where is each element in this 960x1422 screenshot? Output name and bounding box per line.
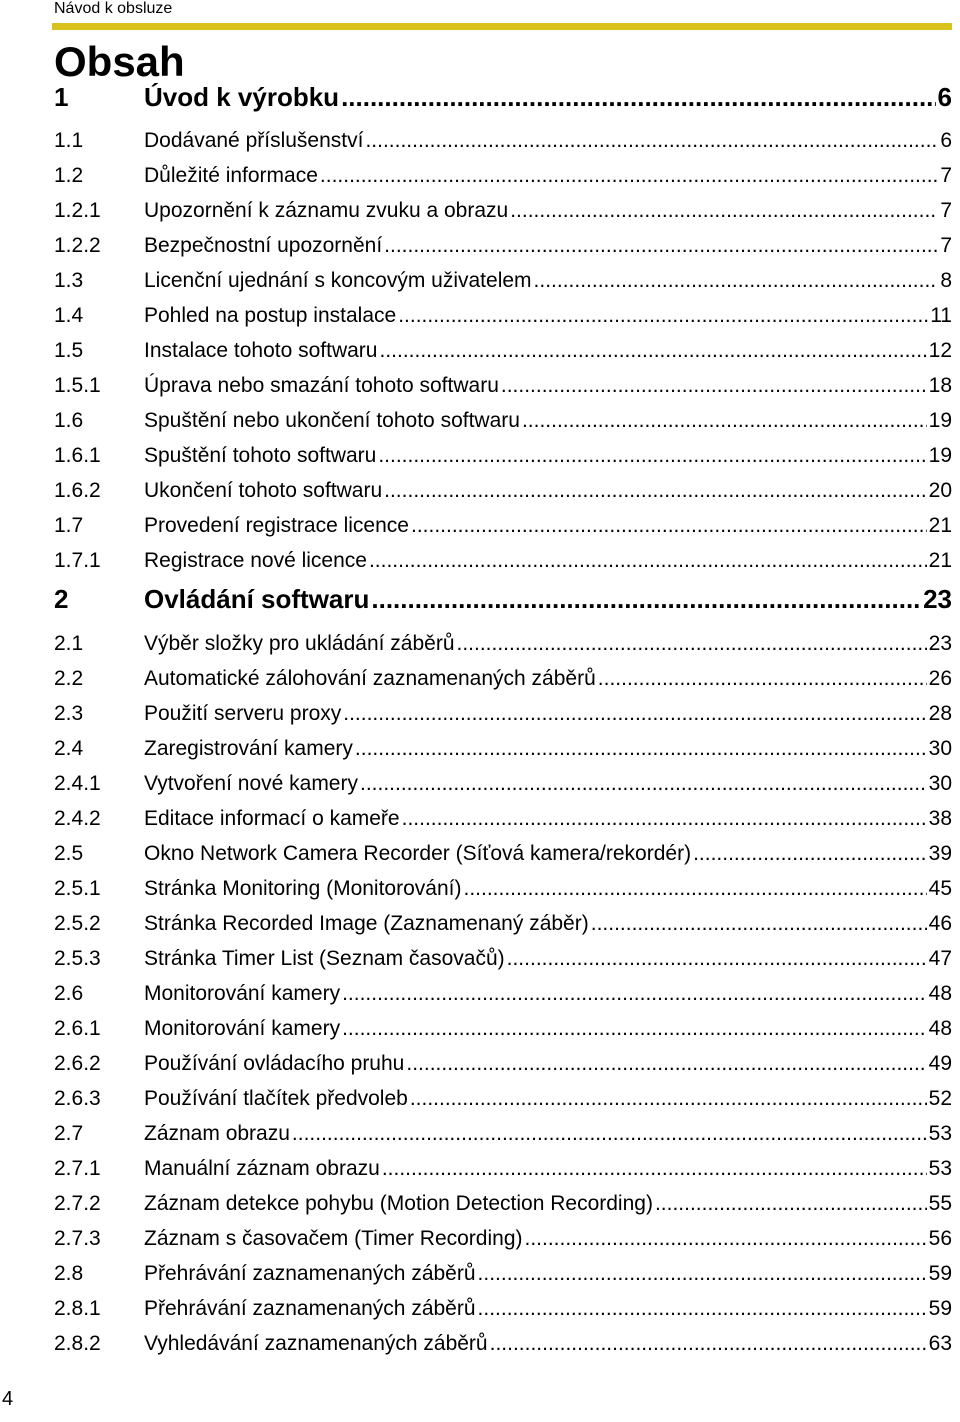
toc-entry-page: 52 xyxy=(928,1087,952,1110)
toc-entry[interactable] xyxy=(54,164,952,194)
toc-entry-page: 53 xyxy=(928,1157,952,1180)
header-rule xyxy=(52,23,952,30)
toc-entry-number: 1.1 xyxy=(54,129,84,152)
toc-entry-title: Registrace nové licence xyxy=(144,549,367,572)
toc-entry-number: 2.7 xyxy=(54,1122,84,1145)
toc-entry[interactable] xyxy=(54,1332,952,1362)
toc-entry-page: 39 xyxy=(928,842,952,865)
toc-entry-page: 19 xyxy=(928,409,952,432)
toc-entry-number: 1.3 xyxy=(54,269,84,292)
toc-entry-number: 2.5.3 xyxy=(54,947,101,970)
toc-dot-leader xyxy=(534,269,939,293)
toc-entry[interactable] xyxy=(54,842,952,872)
toc-entry-page: 6 xyxy=(940,129,952,152)
toc-entry[interactable] xyxy=(54,807,952,837)
toc-entry[interactable] xyxy=(54,304,952,334)
toc-entry-number: 1.5.1 xyxy=(54,374,101,397)
toc-entry-page: 19 xyxy=(928,444,952,467)
toc-dot-leader xyxy=(411,514,927,538)
toc-entry-page: 48 xyxy=(928,982,952,1005)
toc-entry-title: Výběr složky pro ukládání záběrů xyxy=(144,632,455,655)
toc-dot-leader xyxy=(384,234,938,258)
toc-dot-leader xyxy=(320,164,938,188)
toc-entry-number: 2.3 xyxy=(54,702,84,725)
toc-entry-title: Stránka Timer List (Seznam časovačů) xyxy=(144,947,505,970)
toc-entry[interactable] xyxy=(54,444,952,474)
toc-entry[interactable] xyxy=(54,549,952,579)
toc-entry-number: 2.6 xyxy=(54,982,84,1005)
toc-entry[interactable] xyxy=(54,374,952,404)
toc-entry-page: 18 xyxy=(928,374,952,397)
toc-dot-leader xyxy=(378,444,926,468)
toc-entry-number: 2.5.1 xyxy=(54,877,101,900)
toc-dot-leader xyxy=(490,1332,927,1356)
toc-entry-number: 1.2.1 xyxy=(54,199,101,222)
toc-entry-page: 55 xyxy=(928,1192,952,1215)
toc-entry-page: 21 xyxy=(928,514,952,537)
toc-dot-leader xyxy=(292,1122,927,1146)
toc-dot-leader xyxy=(343,702,926,726)
toc-entry-number: 2.6.1 xyxy=(54,1017,101,1040)
toc-entry-page: 21 xyxy=(928,549,952,572)
toc-entry-title: Manuální záznam obrazu xyxy=(144,1157,380,1180)
toc-entry-title: Pohled na postup instalace xyxy=(144,304,397,327)
toc-dot-leader xyxy=(478,1262,927,1286)
toc-entry-title: Záznam detekce pohybu (Motion Detection Recording) xyxy=(144,1192,653,1215)
toc-dot-leader xyxy=(355,737,927,761)
toc-entry-title: Monitorování kamery xyxy=(144,982,341,1005)
toc-dot-leader xyxy=(501,374,927,398)
toc-entry[interactable] xyxy=(54,129,952,159)
toc-entry-title: Upozornění k záznamu zvuku a obrazu xyxy=(144,199,509,222)
toc-entry-title: Stránka Monitoring (Monitorování) xyxy=(144,877,462,900)
toc-entry-title: Ukončení tohoto softwaru xyxy=(144,479,383,502)
toc-entry-page: 7 xyxy=(940,199,952,222)
toc-entry[interactable] xyxy=(54,1122,952,1152)
toc-entry-title: Okno Network Camera Recorder (Síťová kamera/rekordér) xyxy=(144,842,692,865)
toc-dot-leader xyxy=(463,877,926,901)
toc-dot-leader xyxy=(410,1087,927,1111)
toc-entry-page: 12 xyxy=(928,339,952,362)
toc-entry[interactable] xyxy=(54,234,952,264)
toc-entry-number: 1.5 xyxy=(54,339,84,362)
toc-entry-title: Přehrávání zaznamenaných záběrů xyxy=(144,1297,476,1320)
toc-entry-page: 30 xyxy=(928,772,952,795)
toc-dot-leader xyxy=(406,1052,926,1076)
toc-entry[interactable] xyxy=(54,877,952,907)
toc-dot-leader xyxy=(525,1227,927,1251)
toc-entry[interactable] xyxy=(54,772,952,802)
toc-entry-number: 2.7.2 xyxy=(54,1192,101,1215)
toc-entry[interactable] xyxy=(54,947,952,977)
toc-entry-title: Dodávané příslušenství xyxy=(144,129,364,152)
toc-entry-number: 1.4 xyxy=(54,304,84,327)
toc-entry-page: 46 xyxy=(928,912,952,935)
toc-entry-title: Vytvoření nové kamery xyxy=(144,772,358,795)
toc-entry-number: 1.6.2 xyxy=(54,479,101,502)
toc-entry-page: 30 xyxy=(928,737,952,760)
toc-chapter-entry[interactable] xyxy=(54,584,952,620)
toc-dot-leader xyxy=(371,584,921,615)
toc-entry-title: Spuštění nebo ukončení tohoto softwaru xyxy=(144,409,520,432)
toc-dot-leader xyxy=(342,1017,927,1041)
toc-entry-page: 8 xyxy=(940,269,952,292)
toc-dot-leader xyxy=(398,304,928,328)
toc-entry-title: Použití serveru proxy xyxy=(144,702,342,725)
toc-dot-leader xyxy=(478,1297,927,1321)
toc-entry-title: Úprava nebo smazání tohoto softwaru xyxy=(144,374,499,397)
toc-entry-title: Bezpečnostní upozornění xyxy=(144,234,383,257)
toc-entry-number: 1.6 xyxy=(54,409,84,432)
toc-entry-page: 59 xyxy=(928,1297,952,1320)
toc-entry-page: 23 xyxy=(923,584,952,614)
toc-entry[interactable] xyxy=(54,1227,952,1257)
toc-dot-leader xyxy=(379,339,926,363)
toc-entry[interactable] xyxy=(54,702,952,732)
toc-dot-leader xyxy=(510,199,938,223)
toc-entry[interactable] xyxy=(54,982,952,1012)
toc-entry-title: Provedení registrace licence xyxy=(144,514,409,537)
toc-entry-title: Záznam obrazu xyxy=(144,1122,290,1145)
toc-entry[interactable] xyxy=(54,339,952,369)
toc-entry-title: Licenční ujednání s koncovým uživatelem xyxy=(144,269,532,292)
toc-dot-leader xyxy=(598,667,927,691)
toc-entry[interactable] xyxy=(54,1087,952,1117)
toc-entry[interactable] xyxy=(54,269,952,299)
toc-entry-page: 6 xyxy=(937,82,952,112)
toc-entry-number: 2.7.1 xyxy=(54,1157,101,1180)
toc-entry[interactable] xyxy=(54,737,952,767)
page-number: 4 xyxy=(2,1388,14,1410)
toc-entry-title: Úvod k výrobku xyxy=(144,82,340,112)
toc-entry-title: Instalace tohoto softwaru xyxy=(144,339,378,362)
toc-entry-number: 2.8.1 xyxy=(54,1297,101,1320)
toc-dot-leader xyxy=(402,807,927,831)
toc-dot-leader xyxy=(382,1157,927,1181)
toc-entry-number: 2.8.2 xyxy=(54,1332,101,1355)
toc-entry[interactable] xyxy=(54,1017,952,1047)
toc-entry-number: 1.2 xyxy=(54,164,84,187)
toc-entry-title: Editace informací o kameře xyxy=(144,807,400,830)
toc-entry-title: Automatické zálohování zaznamenaných záběrů xyxy=(144,667,596,690)
toc-entry-number: 2.4 xyxy=(54,737,84,760)
toc-entry-title: Používání ovládacího pruhu xyxy=(144,1052,405,1075)
toc-entry-page: 7 xyxy=(940,164,952,187)
toc-entry[interactable] xyxy=(54,1157,952,1187)
toc-entry-number: 2.5.2 xyxy=(54,912,101,935)
toc-entry[interactable] xyxy=(54,479,952,509)
toc-entry-title: Záznam s časovačem (Timer Recording) xyxy=(144,1227,523,1250)
toc-entry[interactable] xyxy=(54,1262,952,1292)
toc-entry-page: 7 xyxy=(940,234,952,257)
toc-entry-page: 23 xyxy=(928,632,952,655)
toc-entry-number: 2.4.2 xyxy=(54,807,101,830)
running-header: Návod k obsluze xyxy=(54,0,173,17)
toc-dot-leader xyxy=(655,1192,927,1216)
toc-entry-title: Spuštění tohoto softwaru xyxy=(144,444,377,467)
toc-entry-number: 2 xyxy=(54,584,69,614)
toc-entry-number: 2.6.3 xyxy=(54,1087,101,1110)
toc-entry-number: 1.7.1 xyxy=(54,549,101,572)
toc-dot-leader xyxy=(360,772,927,796)
toc-dot-leader xyxy=(384,479,927,503)
toc-entry[interactable] xyxy=(54,514,952,544)
toc-dot-leader xyxy=(365,129,938,153)
toc-entry-number: 1.2.2 xyxy=(54,234,101,257)
toc-entry-page: 48 xyxy=(928,1017,952,1040)
toc-chapter-entry[interactable] xyxy=(54,82,952,118)
toc-entry-page: 59 xyxy=(928,1262,952,1285)
toc-entry-page: 11 xyxy=(930,304,952,327)
toc-entry-number: 2.6.2 xyxy=(54,1052,101,1075)
toc-entry-number: 1 xyxy=(54,82,69,112)
toc-dot-leader xyxy=(522,409,927,433)
toc-entry-number: 1.7 xyxy=(54,514,84,537)
toc-entry-page: 38 xyxy=(928,807,952,830)
toc-entry-number: 2.2 xyxy=(54,667,84,690)
toc-entry-page: 49 xyxy=(928,1052,952,1075)
toc-entry[interactable] xyxy=(54,1192,952,1222)
toc-entry-page: 56 xyxy=(928,1227,952,1250)
toc-entry-title: Přehrávání zaznamenaných záběrů xyxy=(144,1262,476,1285)
toc-entry-page: 63 xyxy=(928,1332,952,1355)
page-title: Obsah xyxy=(54,38,185,85)
toc-dot-leader xyxy=(342,982,927,1006)
toc-entry[interactable] xyxy=(54,632,952,662)
toc-entry[interactable] xyxy=(54,1052,952,1082)
toc-entry[interactable] xyxy=(54,409,952,439)
toc-entry-number: 2.8 xyxy=(54,1262,84,1285)
toc-dot-leader xyxy=(369,549,927,573)
toc-dot-leader xyxy=(341,82,935,113)
toc-entry[interactable] xyxy=(54,667,952,697)
toc-entry-title: Důležité informace xyxy=(144,164,318,187)
toc-entry-number: 1.6.1 xyxy=(54,444,101,467)
toc-entry-page: 20 xyxy=(928,479,952,502)
toc-entry-page: 45 xyxy=(928,877,952,900)
toc-entry-title: Ovládání softwaru xyxy=(144,584,370,614)
toc-entry-title: Vyhledávání zaznamenaných záběrů xyxy=(144,1332,488,1355)
toc-entry-title: Používání tlačítek předvoleb xyxy=(144,1087,408,1110)
toc-entry-number: 2.4.1 xyxy=(54,772,101,795)
toc-dot-leader xyxy=(591,912,927,936)
toc-entry[interactable] xyxy=(54,912,952,942)
toc-entry-number: 2.1 xyxy=(54,632,84,655)
toc-entry-number: 2.7.3 xyxy=(54,1227,101,1250)
toc-entry-page: 53 xyxy=(928,1122,952,1145)
toc-entry[interactable] xyxy=(54,1297,952,1327)
toc-entry-number: 2.5 xyxy=(54,842,84,865)
toc-entry-page: 26 xyxy=(928,667,952,690)
toc-dot-leader xyxy=(693,842,927,866)
toc-entry-title: Zaregistrování kamery xyxy=(144,737,353,760)
toc-entry-title: Monitorování kamery xyxy=(144,1017,341,1040)
toc-dot-leader xyxy=(457,632,927,656)
toc-entry-title: Stránka Recorded Image (Zaznamenaný záběr) xyxy=(144,912,589,935)
toc-entry[interactable] xyxy=(54,199,952,229)
toc-entry-page: 47 xyxy=(928,947,952,970)
toc-entry-page: 28 xyxy=(928,702,952,725)
toc-dot-leader xyxy=(507,947,927,971)
